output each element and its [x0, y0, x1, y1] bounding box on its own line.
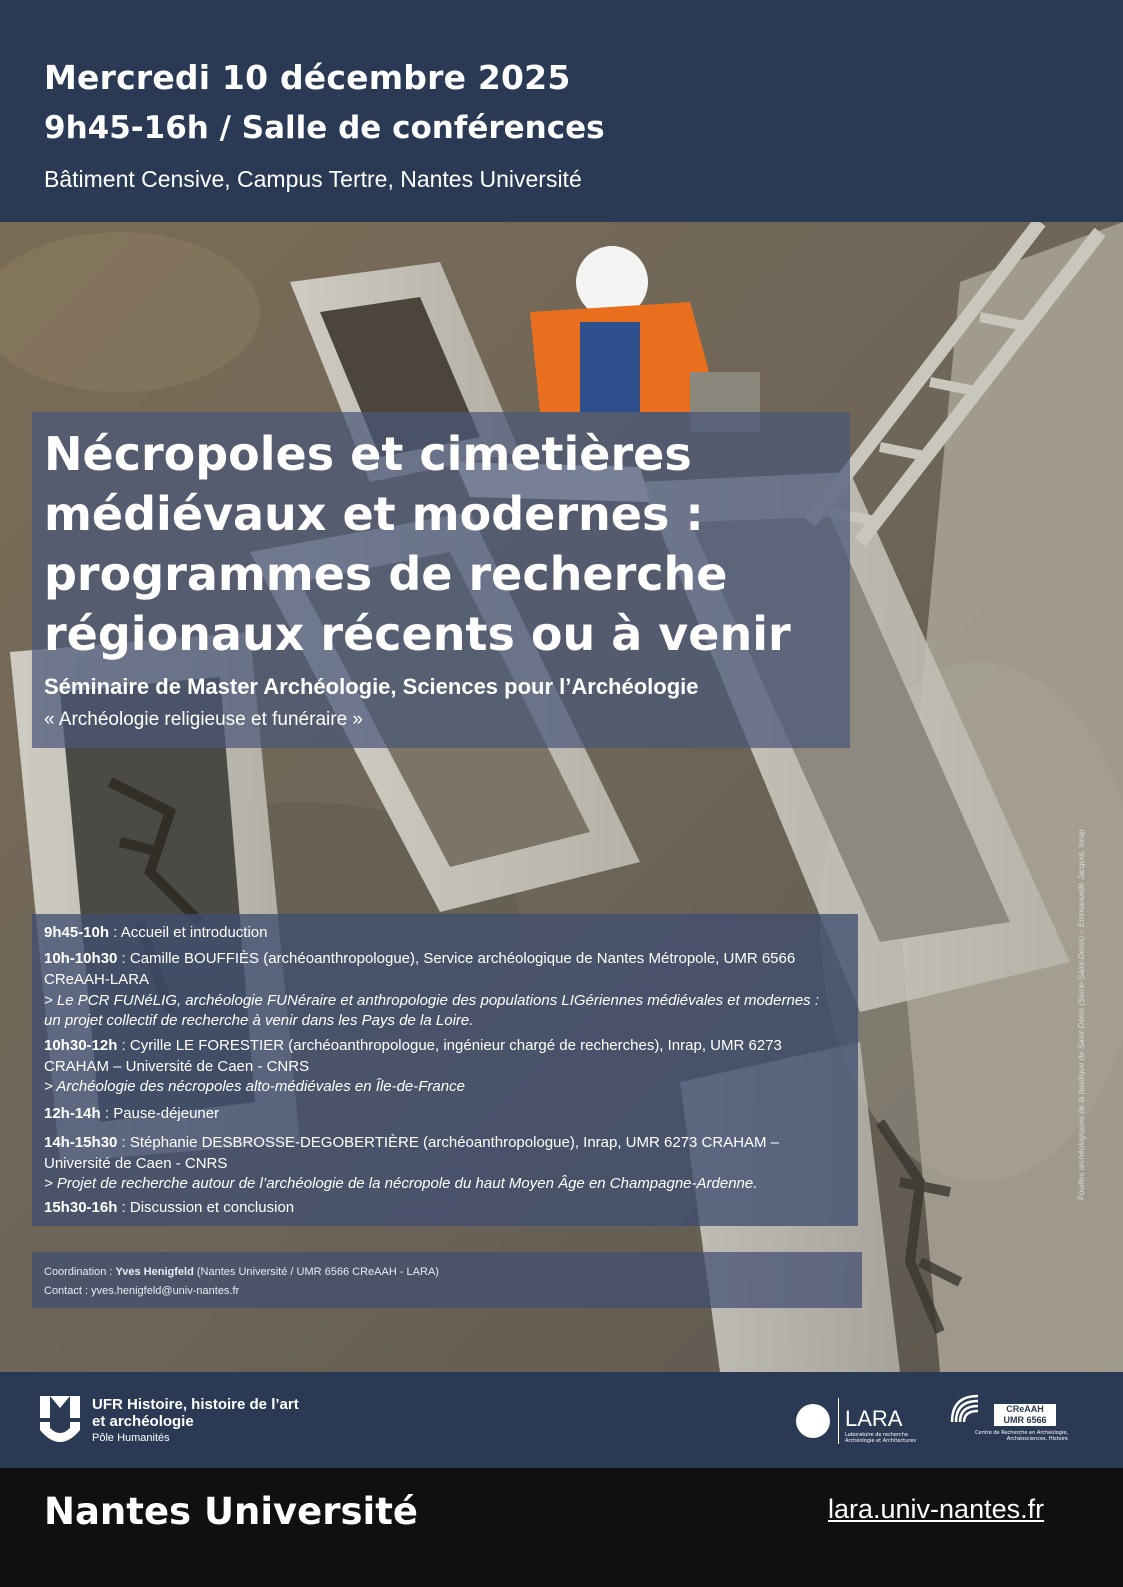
program-item-affiliation: CRAHAM – Université de Caen - CNRS	[44, 1058, 310, 1075]
program-item-affiliation: Université de Caen - CNRS	[44, 1155, 228, 1172]
program-item: 9h45-10h : Accueil et introduction	[44, 924, 268, 941]
program-item: 14h-15h30 : Stéphanie DESBROSSE-DEGOBERTIÈRE (archéoanthropologue), Inrap, UMR 6273 CRAHAM –	[44, 1134, 780, 1151]
seminar-title	[44, 424, 844, 664]
website-link[interactable]: lara.univ-nantes.fr	[828, 1494, 1045, 1524]
creaah-swirl-icon	[948, 1392, 992, 1432]
title-line-2: médiévaux et modernes :	[44, 487, 704, 541]
coordination-box	[32, 1252, 862, 1308]
creaah-badge: CReAAH UMR 6566	[994, 1404, 1056, 1426]
title-line-3: programmes de recherche	[44, 547, 728, 601]
creaah-logo: CReAAH UMR 6566 Centre de Recherche en Archéologie, Archéosciences, Histoire	[948, 1392, 1068, 1450]
coordination-line: Coordination : Yves Henigfeld (Nantes Université / UMR 6566 CReAAH - LARA)	[44, 1266, 439, 1278]
university-name: Nantes Université	[44, 1490, 418, 1533]
bottom-band	[0, 1468, 1123, 1587]
header-band	[0, 0, 1123, 222]
program-talk-title: un projet collectif de recherche à venir dans les Pays de la Loire.	[44, 1012, 474, 1029]
program-item: 10h-10h30 : Camille BOUFFIÈS (archéoanthropologue), Service archéologique de Nantes Métropole, UMR 6566	[44, 950, 796, 967]
program-item: 15h30-16h : Discussion et conclusion	[44, 1199, 295, 1216]
nantes-universite-logo-icon	[40, 1396, 80, 1444]
title-line-4: régionaux récents ou à venir	[44, 607, 791, 661]
program-item: 10h30-12h : Cyrille LE FORESTIER (archéoanthropologue, ingénieur chargé de recherches), Inrap, UMR 6273	[44, 1037, 782, 1054]
ufr-label: UFR Histoire, histoire de l’art et archéologie Pôle Humanités	[92, 1396, 299, 1444]
coordinator-name: Yves Henigfeld	[115, 1266, 194, 1278]
logo-band	[0, 1372, 1123, 1468]
photo-credit	[1074, 400, 1088, 1200]
seminar-subtitle: Séminaire de Master Archéologie, Sciences pour l’Archéologie	[44, 674, 699, 699]
program-talk-title: > Le PCR FUNéLIG, archéologie FUNéraire et anthropologie des populations LIGériennes médiévales et modernes :	[44, 992, 820, 1009]
lara-emblem-icon	[796, 1404, 830, 1438]
program-item: 12h-14h : Pause-déjeuner	[44, 1105, 220, 1122]
title-line-1: Nécropoles et cimetières	[44, 427, 692, 481]
title-box	[32, 412, 850, 748]
seminar-theme: « Archéologie religieuse et funéraire »	[44, 709, 363, 730]
contact-email: Contact : yves.henigfeld@univ-nantes.fr	[44, 1285, 240, 1297]
lara-logo: LARA Laboratoire de recherche Archéologie et Architectures	[796, 1394, 936, 1448]
event-time-room: 9h45-16h / Salle de conférences	[44, 110, 605, 146]
program-box	[32, 914, 858, 1226]
program-talk-title: > Projet de recherche autour de l’archéologie de la nécropole du haut Moyen Âge en Champagne-Ardenne.	[44, 1175, 758, 1192]
program-item-affiliation: CReAAH-LARA	[44, 971, 150, 988]
program-talk-title: > Archéologie des nécropoles alto-médiévales en Île-de-France	[44, 1078, 465, 1095]
event-date: Mercredi 10 décembre 2025	[44, 58, 571, 97]
event-place: Bâtiment Censive, Campus Tertre, Nantes Université	[44, 166, 582, 192]
svg-text:Fouilles archéologiques de la: Fouilles archéologiques de la basilique de Saint-Denis (Seine-Saint-Denis) – Emmanuelle Jacquot, Inrap	[1077, 829, 1086, 1200]
